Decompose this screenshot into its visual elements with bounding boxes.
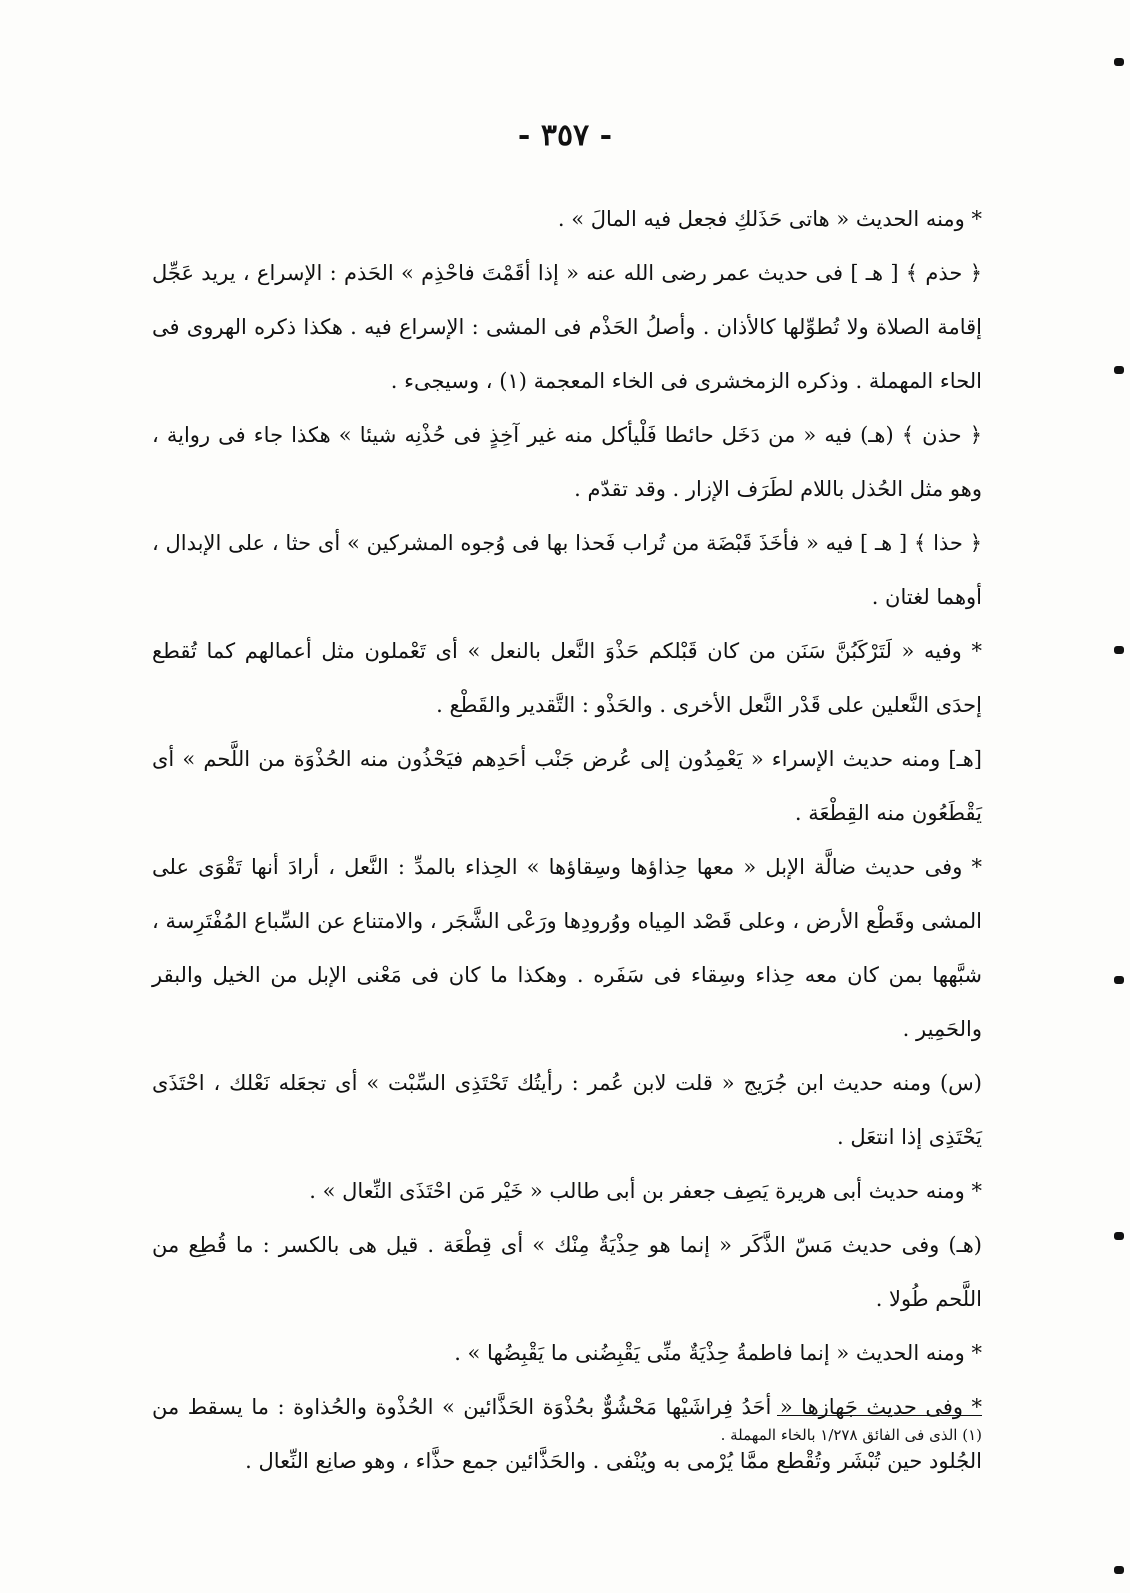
- page-number: - ٣٥٧ -: [517, 118, 613, 153]
- footnote-divider: [777, 1415, 982, 1416]
- entry-hadhn: ﴿ حذن ﴾ (هـ) فيه « من دَخَل حائطا فَلْيأكل منه غير آخِذٍ فى حُذْنِه شيئا » هكذا جاء فى رواية ، وهو مثل الحُذل باللام لطَرَف الإزار . وقد تقدّم .: [152, 423, 982, 501]
- entry-paragraph: (هـ) وفى حديث مَسّ الذَّكَر « إنما هو حِذْيَةٌ مِنْك » أى قِطْعَة . قيل هى بالكسر : ما قُطِع من اللَّحم طُولا .: [152, 1233, 982, 1311]
- margin-mark: [1114, 1232, 1124, 1240]
- footnote: (١) الذى فى الفائق ١/٢٧٨ بالخاء المهملة .: [720, 1426, 982, 1444]
- entry-paragraph: * ومنه حديث أبى هريرة يَصِف جعفر بن أبى طالب « خَيْر مَن احْتَذَى النِّعال » .: [309, 1179, 982, 1203]
- margin-mark: [1114, 646, 1124, 654]
- margin-mark: [1114, 58, 1124, 66]
- main-text: [152, 192, 982, 1488]
- entry-hadhm: ﴿ حذم ﴾ [ هـ ] فى حديث عمر رضى الله عنه « إذا أقَمْتَ فاحْذِم » الحَذم : الإسراع ، يريد عَجِّل إقامة الصلاة ولا تُطوِّلها كالأذان . وأصلُ الحَذْم فى المشى : الإسراع فيه . هكذا ذكره الهروى فى الحاء المهملة . وذكره الزمخشرى فى الخاء المعجمة (١) ، وسيجىء .: [152, 261, 982, 393]
- entry-hadha: ﴿ حذا ﴾ [ هـ ] فيه « فأخَذَ قَبْضَة من تُراب فَحذا بها فى وُجوه المشركين » أى حثا ، على الإبدال ، أوهما لغتان .: [152, 531, 982, 609]
- margin-mark: [1114, 366, 1124, 374]
- entry-paragraph: * ومنه الحديث « إنما فاطمةُ حِذْيَةٌ منِّى يَقْبِضُنى ما يَقْبِضُها » .: [454, 1341, 982, 1365]
- entry-paragraph: * وفى حديث ضالَّة الإبل « معها حِذاؤها وسِقاؤها » الحِذاء بالمدِّ : النَّعل ، أرادَ أنها تَقْوَى على المشى وقَطْع الأرض ، وعلى قَصْد المِياه ووُرودِها ورَعْى الشَّجَر ، والامتناع عن السِّباع المُفْتَرِسة ، شبَّهها بمن كان معه حِذاء وسِقاء فى سَفَره . وهكذا ما كان فى مَعْنى الإبل من الخيل والبقر والحَمِير .: [152, 855, 982, 1041]
- entry-paragraph: * وفى حديث جَهازها « أحَدُ فِراشَيْها مَحْشُوٌّ بحُذْوَة الحَذَّائين » الحُذْوة والحُذاوة : ما يسقط من الجُلود حين تُبْشَر وتُقْطع ممَّا يُرْمى به ويُنْفى . والحَذَّائين جمع حذَّاء ، وهو صانِع النِّعال .: [152, 1395, 982, 1473]
- margin-mark: [1114, 1566, 1124, 1574]
- margin-mark: [1114, 976, 1124, 984]
- entry-paragraph: (س) ومنه حديث ابن جُرَيج « قلت لابن عُمر : رأيتُك تَحْتَذِى السِّبْت » أى تجعَله نَعْلك ، احْتَذَى يَحْتَذِى إذا انتعَل .: [152, 1071, 982, 1149]
- entry-paragraph: * ومنه الحديث « هاتى حَذَلكِ فجعل فيه المالَ » .: [557, 207, 982, 231]
- entry-paragraph: [هـ] ومنه حديث الإسراء « يَعْمِدُون إلى عُرض جَنْب أحَدِهم فيَحْذُون منه الحُذْوَة من اللَّحم » أى يَقْطَعُون منه القِطْعَة .: [152, 747, 982, 825]
- entry-paragraph: * وفيه « لَتَرْكَبُنَّ سَنَن من كان قَبْلكم حَذْوَ النَّعل بالنعل » أى تَعْملون مثل أعمالهم كما تُقطع إحدَى النَّعلين على قَدْر النَّعل الأخرى . والحَذْو : التَّقدير والقَطْع .: [152, 639, 982, 717]
